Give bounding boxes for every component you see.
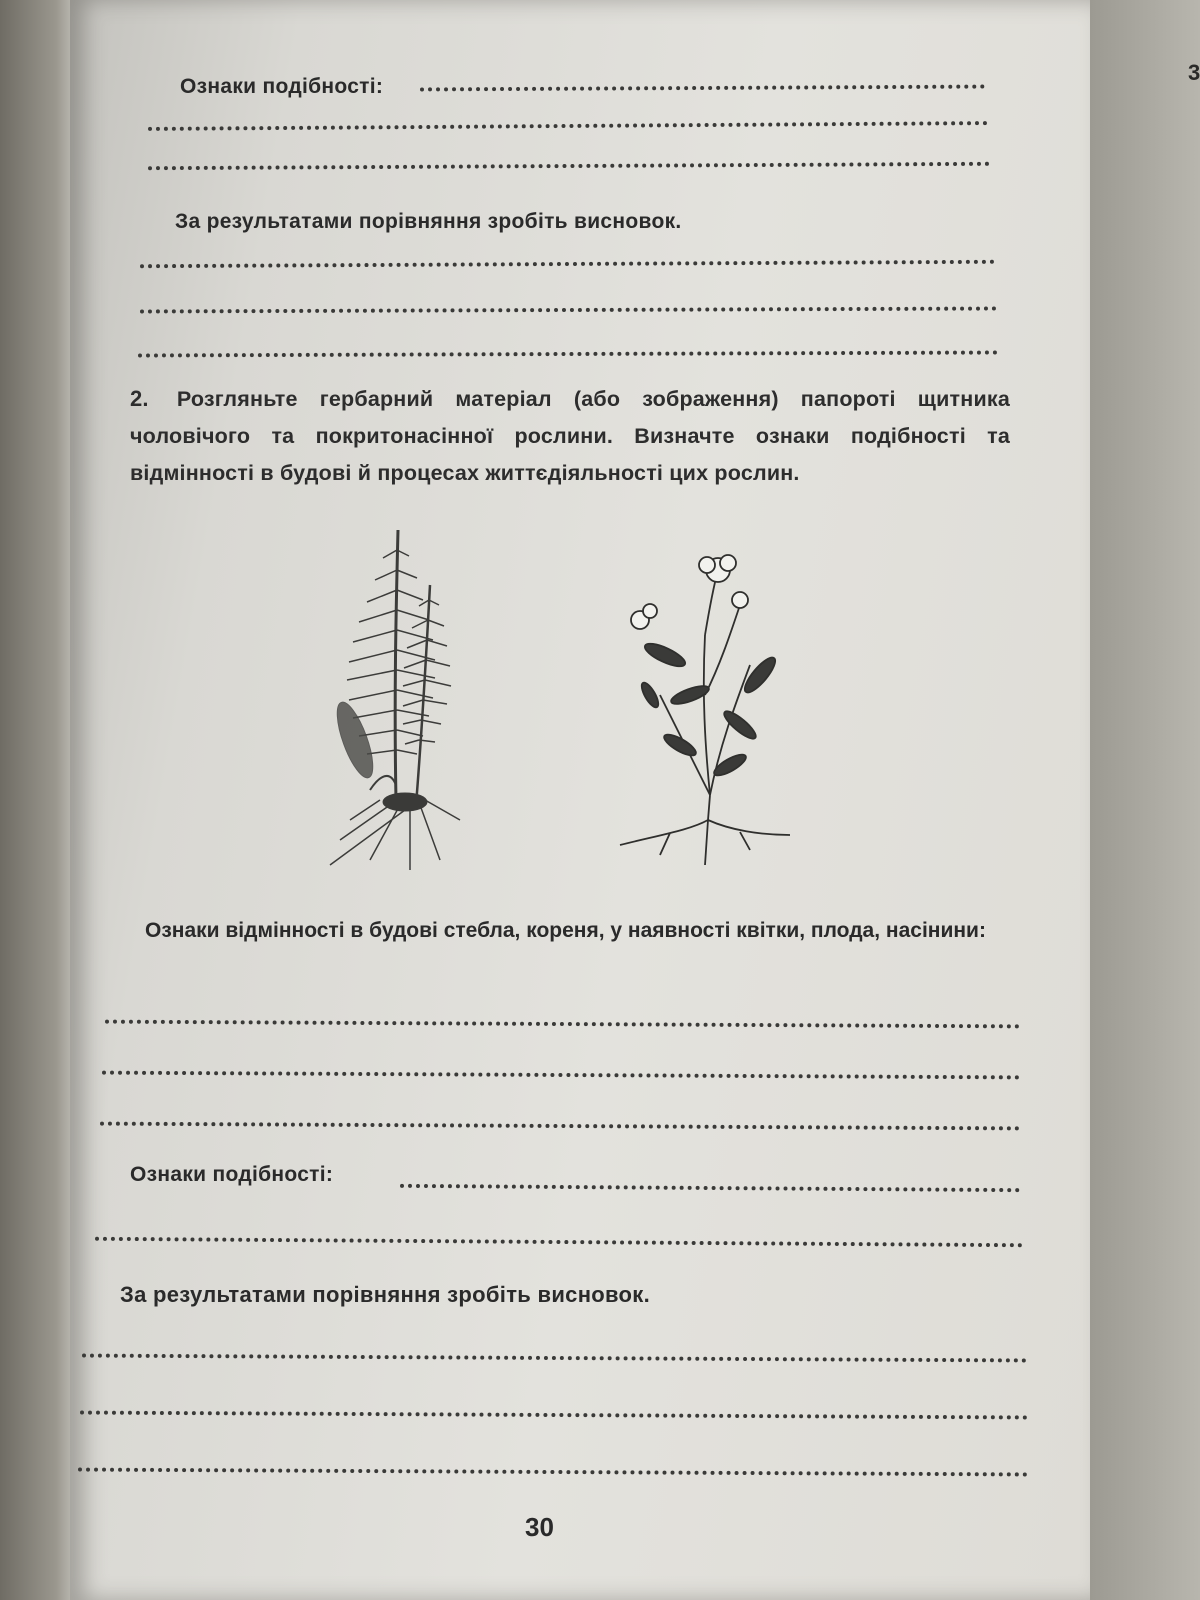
conclusion-prompt-bottom: За результатами порівняння зробіть висновок. bbox=[120, 1282, 651, 1307]
task-2 bbox=[130, 380, 1010, 492]
book-gutter bbox=[0, 0, 80, 1600]
task-number: 2. bbox=[130, 386, 149, 411]
page-number: 30 bbox=[525, 1512, 554, 1542]
differences-label: Ознаки відмінності в будові стебла, кореня, у наявності квітки, плода, насінини: bbox=[145, 919, 986, 942]
similarity-label-bottom: Ознаки подібності: bbox=[130, 1163, 334, 1186]
adjacent-page-edge bbox=[1090, 0, 1200, 1600]
flowering-plant-illustration bbox=[610, 545, 810, 875]
similarity-label-top: Ознаки подібності: bbox=[180, 75, 384, 98]
conclusion-prompt-top: За результатами порівняння зробіть висновок. bbox=[175, 210, 682, 233]
fern-illustration bbox=[310, 520, 490, 880]
task-text: Розгляньте гербарний матеріал (або зображення) папороті щитника чоловічого та покритонасінної рослини. Визначте ознаки подібності та відмінності в будові й процесах життєдіяльності цих рослин. bbox=[130, 387, 1010, 485]
adjacent-page-number-fragment: 3 bbox=[1188, 60, 1200, 85]
